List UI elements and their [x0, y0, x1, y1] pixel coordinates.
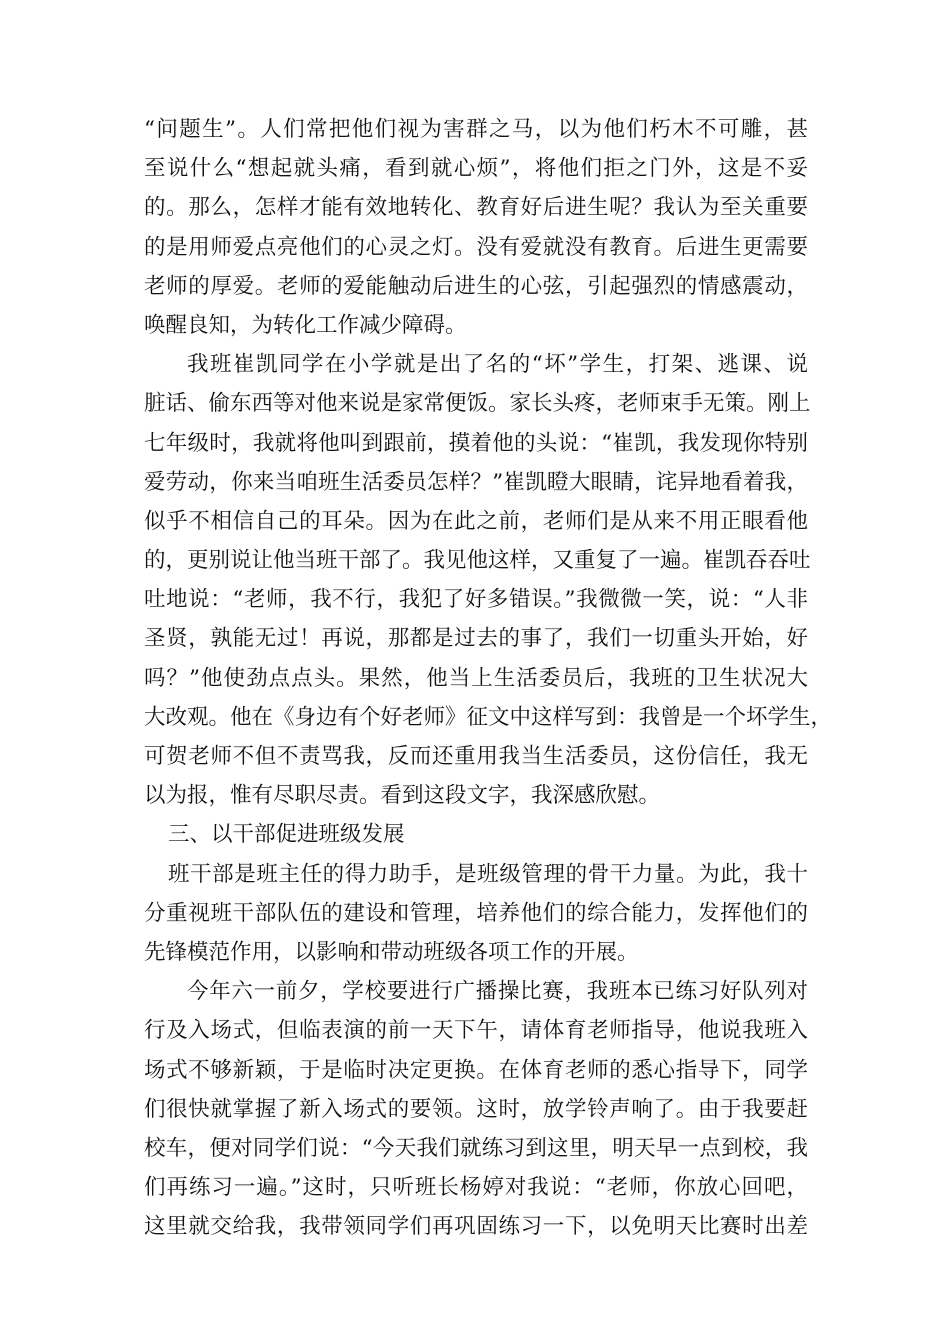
- section-heading-text: 三、以干部促进班级发展: [168, 822, 405, 848]
- text-line: 这里就交给我，我带领同学们再巩固练习一下，以免明天比赛时出差: [144, 1214, 808, 1240]
- text-line: 以为报，惟有尽职尽责。看到这段文字，我深感欣慰。: [144, 783, 661, 809]
- text-line: 班干部是班主任的得力助手，是班级管理的骨干力量。为此，我十: [168, 861, 808, 887]
- paragraph-1: [144, 110, 808, 345]
- text-line: 爱劳动，你来当咱班生活委员怎样？”崔凯瞪大眼睛，诧异地看着我，: [144, 469, 808, 495]
- text-line: 我班崔凯同学在小学就是出了名的“坏”学生，打架、逃课、说: [187, 352, 808, 378]
- paragraph-3: [144, 855, 808, 973]
- text-line: 圣贤，孰能无过！再说，那都是过去的事了，我们一切重头开始，好: [144, 626, 808, 652]
- text-line: 们再练习一遍。”这时，只听班长杨婷对我说：“老师，你放心回吧，: [144, 1175, 808, 1201]
- document-body: [144, 110, 833, 1246]
- text-line: 场式不够新颖，于是临时决定更换。在体育老师的悉心指导下，同学: [144, 1057, 808, 1083]
- text-line: 吐地说：“老师，我不行，我犯了好多错误。”我微微一笑，说：“人非: [144, 587, 808, 613]
- text-line: 至说什么“想起就头痛，看到就心烦”，将他们拒之门外，这是不妥: [144, 156, 808, 182]
- text-line: “问题生”。人们常把他们视为害群之马，以为他们朽木不可雕，甚: [144, 117, 808, 142]
- text-line: 先锋模范作用，以影响和带动班级各项工作的开展。: [144, 939, 639, 965]
- text-line: 七年级时，我就将他叫到跟前，摸着他的头说：“崔凯，我发现你特别: [144, 430, 808, 456]
- text-line: 的是用师爱点亮他们的心灵之灯。没有爱就没有教育。后进生更需要: [144, 234, 808, 260]
- paragraph-4: [144, 972, 808, 1246]
- text-line: 校车，便对同学们说：“今天我们就练习到这里，明天早一点到校，我: [144, 1135, 808, 1161]
- text-line: 的。那么，怎样才能有效地转化、教育好后进生呢？我认为至关重要: [144, 195, 808, 221]
- text-line: 们很快就掌握了新入场式的要领。这时，放学铃声响了。由于我要赶: [144, 1096, 808, 1122]
- text-line: 的，更别说让他当班干部了。我见他这样，又重复了一遍。崔凯吞吞吐: [144, 548, 811, 574]
- text-line: 唤醒良知，为转化工作减少障碍。: [144, 312, 467, 338]
- section-heading: [144, 815, 808, 854]
- paragraph-2: [144, 345, 833, 815]
- text-line: 老师的厚爱。老师的爱能触动后进生的心弦，引起强烈的情感震动，: [144, 273, 808, 299]
- text-line: 似乎不相信自己的耳朵。因为在此之前，老师们是从来不用正眼看他: [144, 508, 808, 534]
- text-line: 可贺老师不但不责骂我，反而还重用我当生活委员，这份信任，我无: [144, 744, 808, 769]
- text-line: 分重视班干部队伍的建设和管理，培养他们的综合能力，发挥他们的: [144, 900, 808, 926]
- text-line: 大改观。他在《身边有个好老师》征文中这样写到：我曾是一个坏学生，: [144, 704, 833, 730]
- text-line: 吗？”他使劲点点头。果然，他当上生活委员后，我班的卫生状况大: [144, 665, 808, 691]
- text-line: 脏话、偷东西等对他来说是家常便饭。家长头疼，老师束手无策。刚上: [144, 391, 811, 417]
- text-line: 行及入场式，但临表演的前一天下午，请体育老师指导，他说我班入: [144, 1018, 808, 1044]
- text-line: 今年六一前夕，学校要进行广播操比赛，我班本已练习好队列对: [187, 979, 808, 1005]
